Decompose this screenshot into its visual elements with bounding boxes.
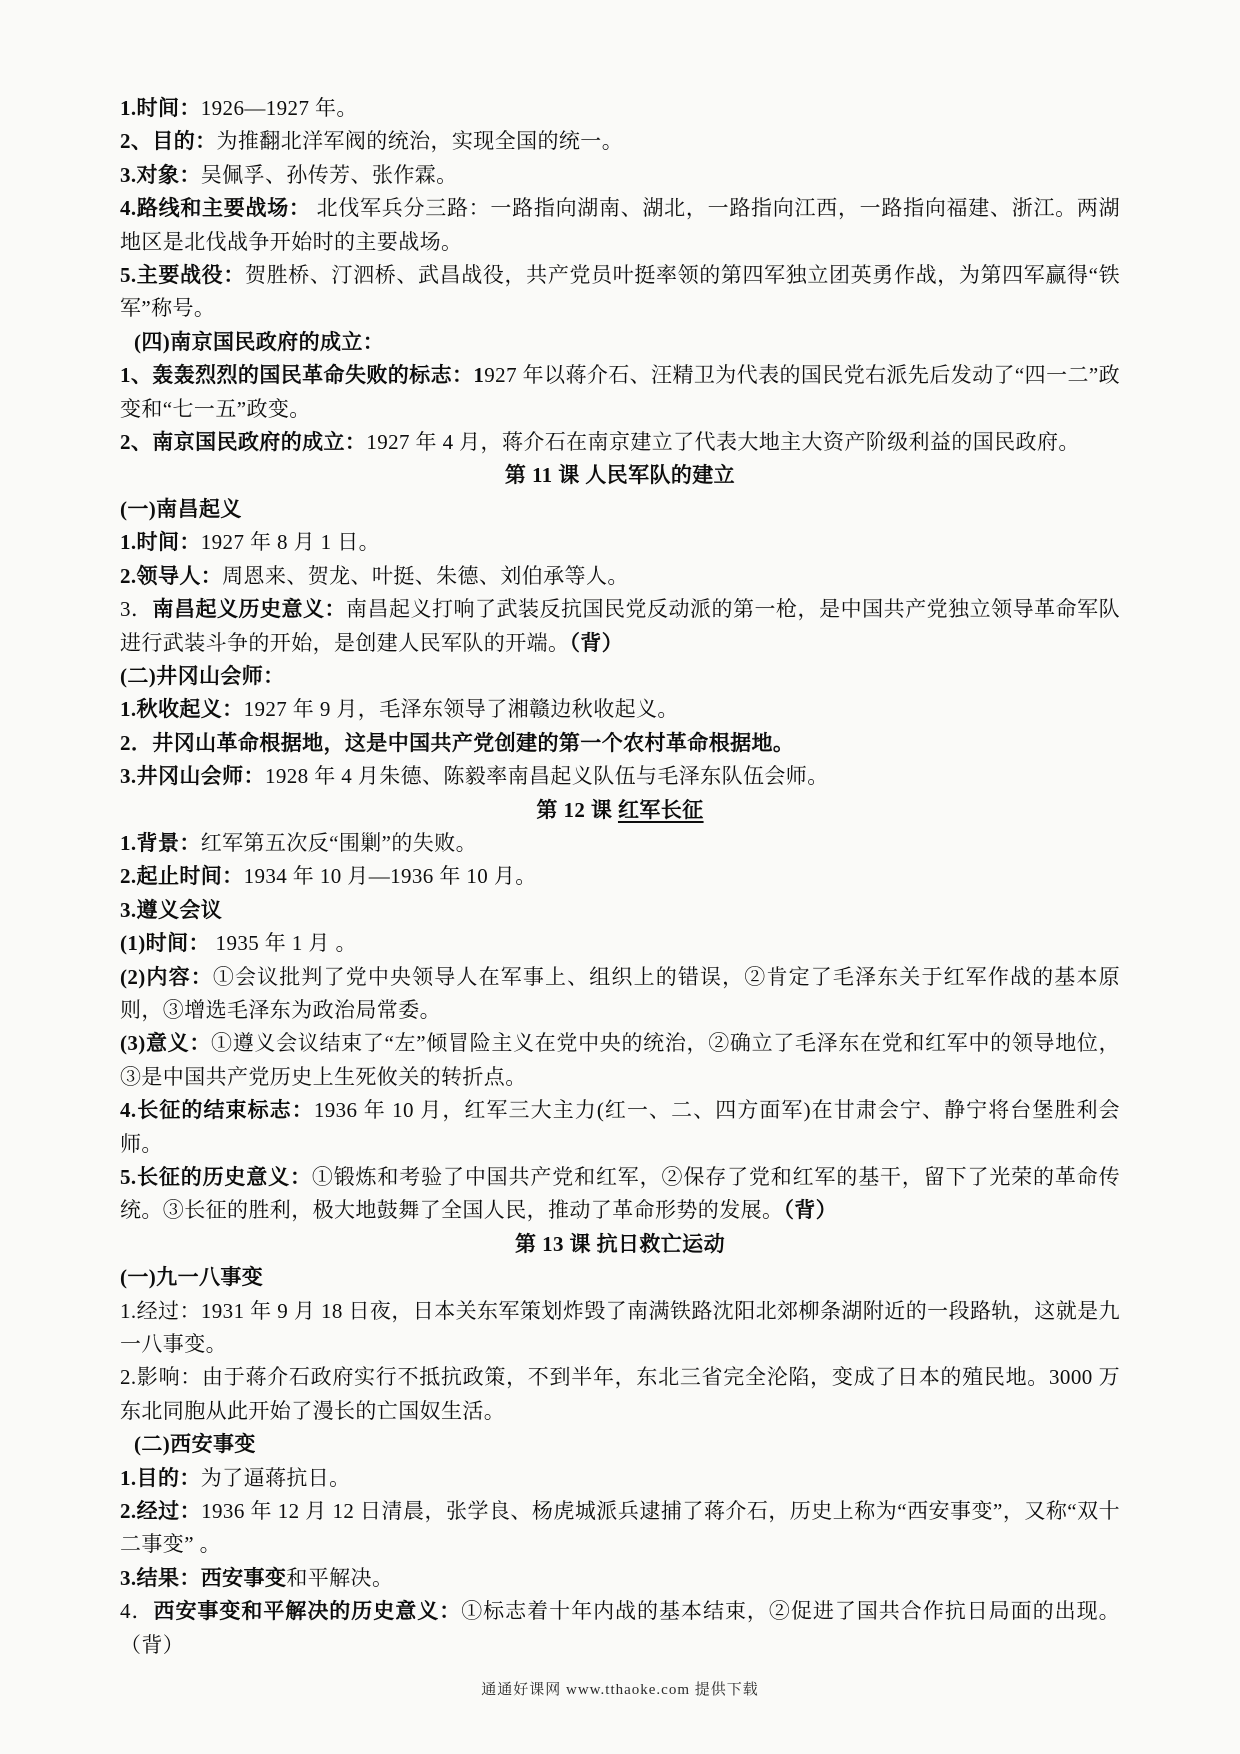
paragraph-nanchang-significance (120, 593, 1120, 660)
paragraph-targets (120, 159, 1120, 192)
run-label: 1.秋收起义： (120, 697, 244, 722)
run-label: (四)南京国民政府的成立： (134, 329, 385, 354)
footer-text: 通通好课网 www.tthaoke.com 提供下载 (481, 1682, 759, 1698)
run-text: 1926—1927 年。 (200, 96, 358, 120)
run-label: 3.结果：西安事变 (120, 1565, 287, 1590)
run-text: 1928 年 4 月朱德、陈毅率南昌起义队伍与毛泽东队伍会师。 (264, 764, 829, 789)
run-label: (2)内容： (120, 964, 213, 989)
section-heading-nanchang-uprising (120, 493, 1120, 526)
run-label: 2．井冈山革命根据地，这是中国共产党创建的第一个农村革命根据地。 (120, 730, 795, 755)
run-pre: 4． (120, 1599, 154, 1624)
paragraph-northern-expedition-time (120, 92, 1120, 125)
paragraph-zunyi-significance (120, 1027, 1120, 1094)
lesson-title: 第 13 课 抗日救亡运动 (515, 1231, 725, 1256)
run-text: ①遵义会议结束了“左”倾冒险主义在党中央的统治，②确立了毛泽东在党和红军中的领导地位，③是中国共产党历史上生死攸关的转折点。 (120, 1031, 1120, 1089)
run-text: ①会议批判了党中央领导人在军事上、组织上的错误，②肯定了毛泽东关于红军作战的基本原则，③增选毛泽东为政治局常委。 (120, 964, 1120, 1022)
run-pre: 3． (120, 597, 153, 622)
paragraph-xian-significance (120, 1595, 1120, 1662)
lesson-title: 第 11 课 人民军队的建立 (504, 463, 736, 488)
run-text: 1927 年 4 月，蒋介石在南京建立了代表大地主大资产阶级利益的国民政府。 (366, 430, 1080, 455)
run-text: 南昌起义打响了武装反抗国民党反动派的第一枪，是中国共产党独立领导革命军队进行武装斗争的开始，是创建人民军队的开端。 (120, 597, 1120, 655)
paragraph-routes-battlefields (120, 192, 1120, 259)
run-text: 1935 年 1 月 。 (209, 931, 357, 956)
run-text: 1936 年 10 月，红军三大主力(红一、二、四方面军)在甘肃会宁、静宁将台堡胜利会师。 (120, 1098, 1120, 1156)
heading-lesson-13 (120, 1228, 1120, 1261)
run-label: 2.起止时间： (120, 864, 244, 889)
run-text: 周恩来、贺龙、叶挺、朱德、刘伯承等人。 (222, 563, 629, 588)
paragraph-zunyi-time (120, 927, 1120, 960)
heading-lesson-12 (120, 794, 1120, 827)
paragraph-incident-impact (120, 1361, 1120, 1428)
run-label: 3.对象： (120, 162, 201, 187)
run-label: 2.领导人： (120, 563, 223, 588)
run-label: 3.井冈山会师： (120, 764, 265, 789)
run-label: (二)西安事变 (134, 1432, 256, 1457)
paragraph-long-march-dates (120, 860, 1120, 893)
section-heading-xian-incident (120, 1428, 1120, 1461)
run-label: 1.目的： (120, 1465, 201, 1490)
run-memorize-tag: （背） (569, 630, 624, 655)
paragraph-autumn-harvest-uprising (120, 693, 1120, 726)
paragraph-jinggangshan-base (120, 727, 1120, 760)
paragraph-long-march-significance (120, 1161, 1120, 1228)
paragraph-nanchang-leaders (120, 560, 1120, 593)
site-footer (0, 1674, 1240, 1707)
paragraph-xian-course (120, 1495, 1120, 1562)
run-label: 1、轰轰烈烈的国民革命失败的标志：1 (120, 363, 485, 388)
run-label: 4.长征的结束标志： (120, 1098, 314, 1123)
paragraph-purpose (120, 125, 1120, 158)
paragraph-incident-course (120, 1295, 1120, 1362)
section-heading-nanjing-government (120, 326, 1120, 359)
run-text: 2.影响：由于蒋介石政府实行不抵抗政策，不到半年，东北三省完全沦陷，变成了日本的殖民地。3000 万东北同胞从此开始了漫长的亡国奴生活。 (120, 1365, 1120, 1423)
run-label: 西安事变和平解决的历史意义： (153, 1599, 462, 1624)
section-heading-jinggangshan (120, 660, 1120, 693)
run-label: 3.遵义会议 (120, 897, 223, 922)
paragraph-long-march-end (120, 1094, 1120, 1161)
run-label: 2.经过： (120, 1499, 202, 1524)
run-label: (一)南昌起义 (120, 496, 242, 521)
heading-lesson-11 (120, 459, 1120, 492)
paragraph-zunyi-content (120, 961, 1120, 1028)
run-text: 和平解决。 (286, 1565, 394, 1590)
paragraph-nanchang-time (120, 526, 1120, 559)
run-label: (3)意义： (120, 1031, 212, 1056)
run-label: 1.背景： (120, 830, 201, 855)
run-text: 1927 年 9 月，毛泽东领导了湘赣边秋收起义。 (243, 697, 679, 722)
section-heading-zunyi-conference (120, 894, 1120, 927)
run-label: (1)时间： (120, 931, 210, 956)
run-text: ①标志着十年内战的基本结束，②促进了国共合作抗日局面的出现。（背） (120, 1599, 1120, 1657)
lesson-number: 第 12 课 (536, 797, 618, 822)
lesson-title-underlined: 红军长征 (617, 797, 704, 822)
run-label: 2、南京国民政府的成立： (120, 430, 367, 455)
paragraph-nanjing-government-founding (120, 426, 1120, 459)
run-memorize-tag: （背） (783, 1198, 838, 1223)
run-label: 1.时间： (120, 530, 201, 555)
run-label: 5.主要战役： (120, 263, 245, 288)
run-text: 1.经过：1931 年 9 月 18 日夜，日本关东军策划炸毁了南满铁路沈阳北郊柳条湖附近的一段路轨，这就是九一八事变。 (120, 1298, 1120, 1357)
run-text: 为了逼蒋抗日。 (200, 1465, 351, 1490)
paragraph-xian-purpose (120, 1462, 1120, 1495)
run-text: 贺胜桥、汀泗桥、武昌战役，共产党员叶挺率领的第四军独立团英勇作战，为第四军赢得“铁军”称号。 (120, 263, 1120, 321)
paragraph-jinggangshan-meeting (120, 760, 1120, 793)
paragraph-major-battles (120, 259, 1120, 326)
run-text: 红军第五次反“围剿”的失败。 (200, 830, 477, 855)
paragraph-xian-result (120, 1562, 1120, 1595)
run-text: 北伐军兵分三路：一路指向湖南、湖北，一路指向江西，一路指向福建、浙江。两湖地区是北伐战争开始时的主要战场。 (120, 196, 1121, 254)
run-text: 为推翻北洋军阀的统治，实现全国的统一。 (216, 129, 624, 154)
run-text: 927 年以蒋介石、汪精卫为代表的国民党右派先后发动了“四一二”政变和“七一五”政变。 (120, 363, 1120, 421)
run-label: 南昌起义历史意义： (152, 597, 347, 622)
paragraph-long-march-background (120, 827, 1120, 860)
run-label: 4.路线和主要战场： (120, 196, 311, 221)
run-label: 5.长征的历史意义： (120, 1165, 312, 1189)
run-label: (一)九一八事变 (120, 1265, 264, 1290)
run-text: ①锻炼和考验了中国共产党和红军，②保存了党和红军的基干，留下了光荣的革命传统。③长征的胜利，极大地鼓舞了全国人民，推动了革命形势的发展。 (120, 1165, 1121, 1223)
paragraph-revolution-failure-sign (120, 359, 1120, 426)
run-text: 1936 年 12 月 12 日清晨，张学良、杨虎城派兵逮捕了蒋介石，历史上称为“西安事变”，又称“双十二事变” 。 (120, 1499, 1121, 1557)
section-heading-september-18-incident (120, 1261, 1120, 1294)
run-text: 1927 年 8 月 1 日。 (200, 530, 380, 555)
run-label: 2、目的： (120, 129, 217, 154)
run-label: 1.时间： (120, 96, 201, 120)
run-label: (二)井冈山会师： (120, 663, 285, 688)
run-text: 1934 年 10 月—1936 年 10 月。 (243, 864, 537, 889)
run-text: 吴佩孚、孙传芳、张作霖。 (200, 162, 458, 187)
